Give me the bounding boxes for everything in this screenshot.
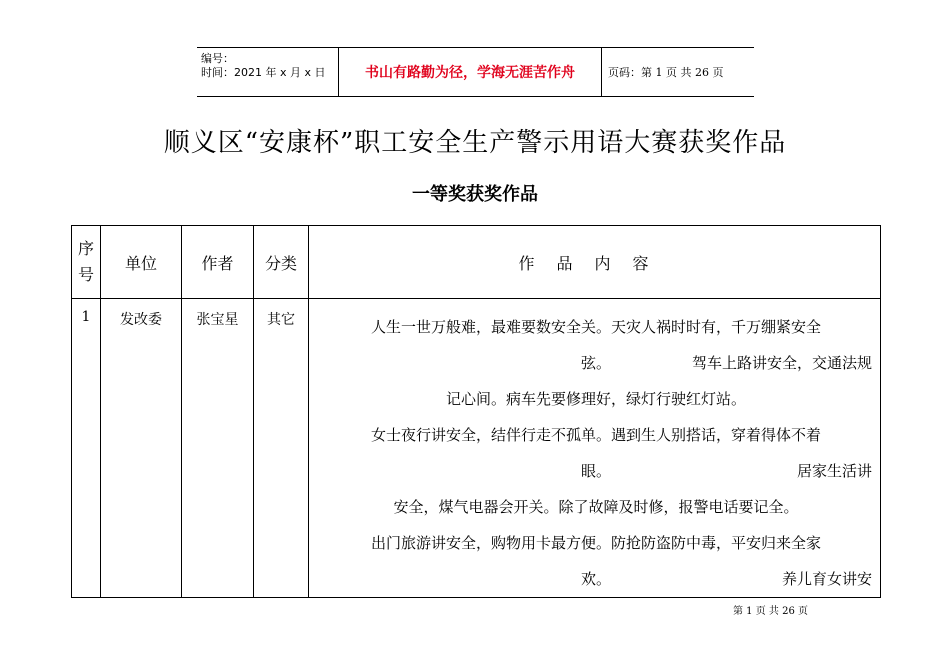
header-seq-bottom: 号 [77,265,94,284]
header-unit: 单位 [101,226,182,299]
content-line [309,561,880,597]
section-subtitle: 一等奖获奖作品 [412,184,538,205]
cell-unit: 发改委 [101,299,182,598]
cell-category: 其它 [254,299,309,598]
content-line-right-text: 居家生活讲 [796,462,872,480]
cell-author: 张宝星 [182,299,254,598]
header-author: 作者 [182,226,254,299]
document-date: 时间：2021 年 x 月 x 日 [201,66,326,79]
awards-table [71,225,881,598]
page-footer: 第 1 页 共 26 页 [733,606,808,617]
content-line-text: 弦。 [580,354,611,372]
header-category: 分类 [254,226,309,299]
header-motto: 书山有路勤为径，学海无涯苦作舟 [338,48,602,96]
content-line [309,525,880,561]
content-line-text: 眼。 [580,462,611,480]
content-line [309,453,880,489]
content-line [309,345,880,381]
content-line-text: 女士夜行讲安全，结伴行走不孤单。遇到生人别搭话，穿着得体不着 [370,426,821,444]
content-line-text: 记心间。病车先要修理好，绿灯行驶红灯站。 [445,390,746,408]
content-line [309,489,880,525]
document-number-label: 编号： [201,52,234,65]
content-line-text: 欢。 [580,570,611,588]
header-meta [197,48,338,96]
cell-seq: 1 [72,299,101,598]
header-seq [72,226,101,299]
content-line [309,381,880,417]
content-line [309,309,880,345]
content-line-text: 出门旅游讲安全，购物用卡最方便。防抢防盗防中毒，平安归来全家 [370,534,821,552]
content-line-text: 人生一世万般难，最难要数安全关。天灾人祸时时有，千万绷紧安全 [370,318,821,336]
content-line [309,417,880,453]
header-seq-top: 序 [77,239,94,258]
content-line-right-text: 驾车上路讲安全，交通法规 [691,354,872,372]
content-line-right-text: 养儿育女讲安 [781,570,872,588]
page-header [197,47,754,97]
document-title: 顺义区“安康杯”职工安全生产警示用语大赛获奖作品 [163,128,787,158]
content-line-text: 安全，煤气电器会开关。除了故障及时修，报警电话要记全。 [393,498,799,516]
table-row [72,299,881,598]
table-header-row [72,226,881,299]
header-page-number: 页码：第 1 页 共 26 页 [608,66,724,79]
header-content-label: 作品内容 [518,253,671,273]
cell-content [309,299,881,598]
header-content [309,226,881,299]
